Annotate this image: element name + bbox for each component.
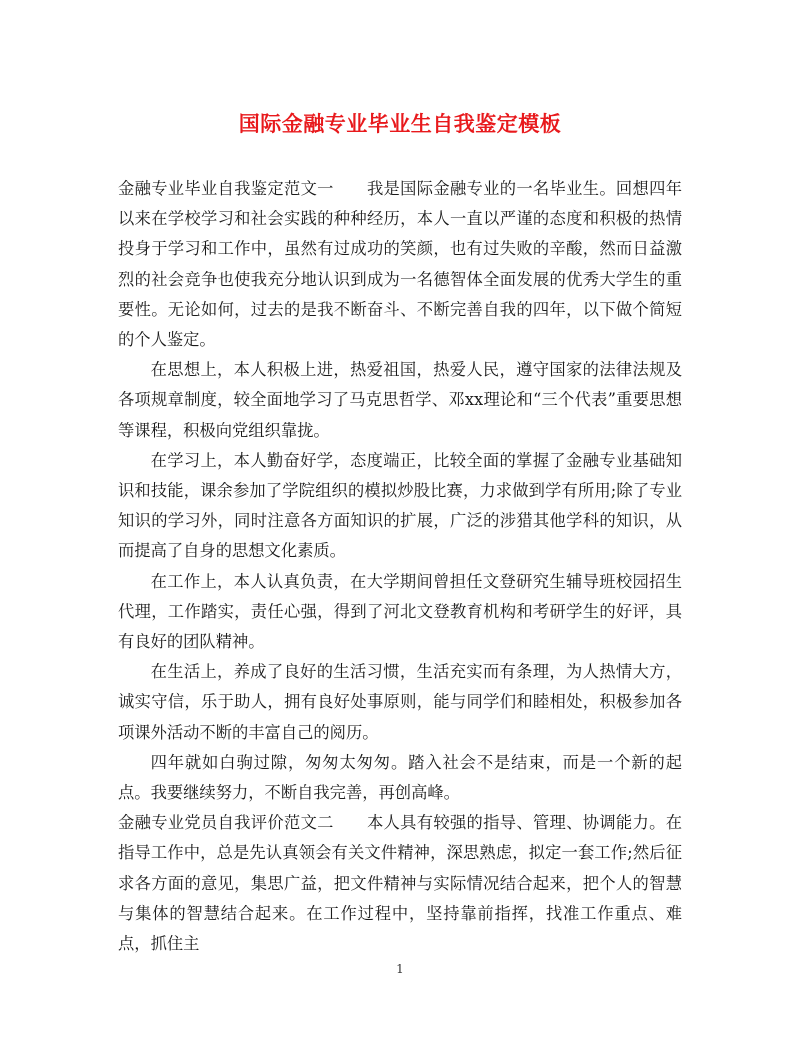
document-body bbox=[118, 174, 682, 959]
paragraph-7: 金融专业党员自我评价范文二 本人具有较强的指导、管理、协调能力。在指导工作中，总是先认真领会有关文件精神，深思熟虑，拟定一套工作;然后征求各方面的意见，集思广益，把文件精神与实际情况结合起来，把个人的智慧与集体的智慧结合起来。在工作过程中，坚持靠前指挥，找准工作重点、难点，抓住主 bbox=[118, 813, 682, 954]
page-title: 国际金融专业毕业生自我鉴定模板 bbox=[238, 111, 562, 136]
paragraph-6: 四年就如白驹过隙，匆匆太匆匆。踏入社会不是结束，而是一个新的起点。我要继续努力，不断自我完善，再创高峰。 bbox=[118, 752, 682, 803]
paragraph-4: 在工作上，本人认真负责，在大学期间曾担任文登研究生辅导班校园招生代理，工作踏实，责任心强，得到了河北文登教育机构和考研学生的好评，具有良好的团队精神。 bbox=[118, 571, 682, 652]
paragraph-5: 在生活上，养成了良好的生活习惯，生活充实而有条理，为人热情大方，诚实守信，乐于助人，拥有良好处事原则，能与同学们和睦相处，积极参加各项课外活动不断的丰富自己的阅历。 bbox=[118, 662, 682, 742]
paragraph-2: 在思想上，本人积极上进，热爱祖国，热爱人民，遵守国家的法律法规及各项规章制度，较全面地学习了马克思哲学、邓xx理论和“三个代表”重要思想等课程，积极向党组织靠拢。 bbox=[118, 360, 682, 440]
paragraph-1: 金融专业毕业自我鉴定范文一 我是国际金融专业的一名毕业生。回想四年以来在学校学习和社会实践的种种经历，本人一直以严谨的态度和积极的热情投身于学习和工作中，虽然有过成功的笑颜，也有过失败的辛酸，然而日益激烈的社会竞争也使我充分地认识到成为一名德智体全面发展的优秀大学生的重要性。无论如何，过去的是我不断奋斗、不断完善自我的四年，以下做个简短的个人鉴定。 bbox=[118, 179, 682, 350]
paragraph-3: 在学习上，本人勤奋好学，态度端正，比较全面的掌握了金融专业基础知识和技能，课余参加了学院组织的模拟炒股比赛，力求做到学有所用;除了专业知识的学习外，同时注意各方面知识的扩展，广泛的涉猎其他学科的知识，从而提高了自身的思想文化素质。 bbox=[118, 450, 682, 561]
page-number: 1 bbox=[396, 962, 404, 976]
